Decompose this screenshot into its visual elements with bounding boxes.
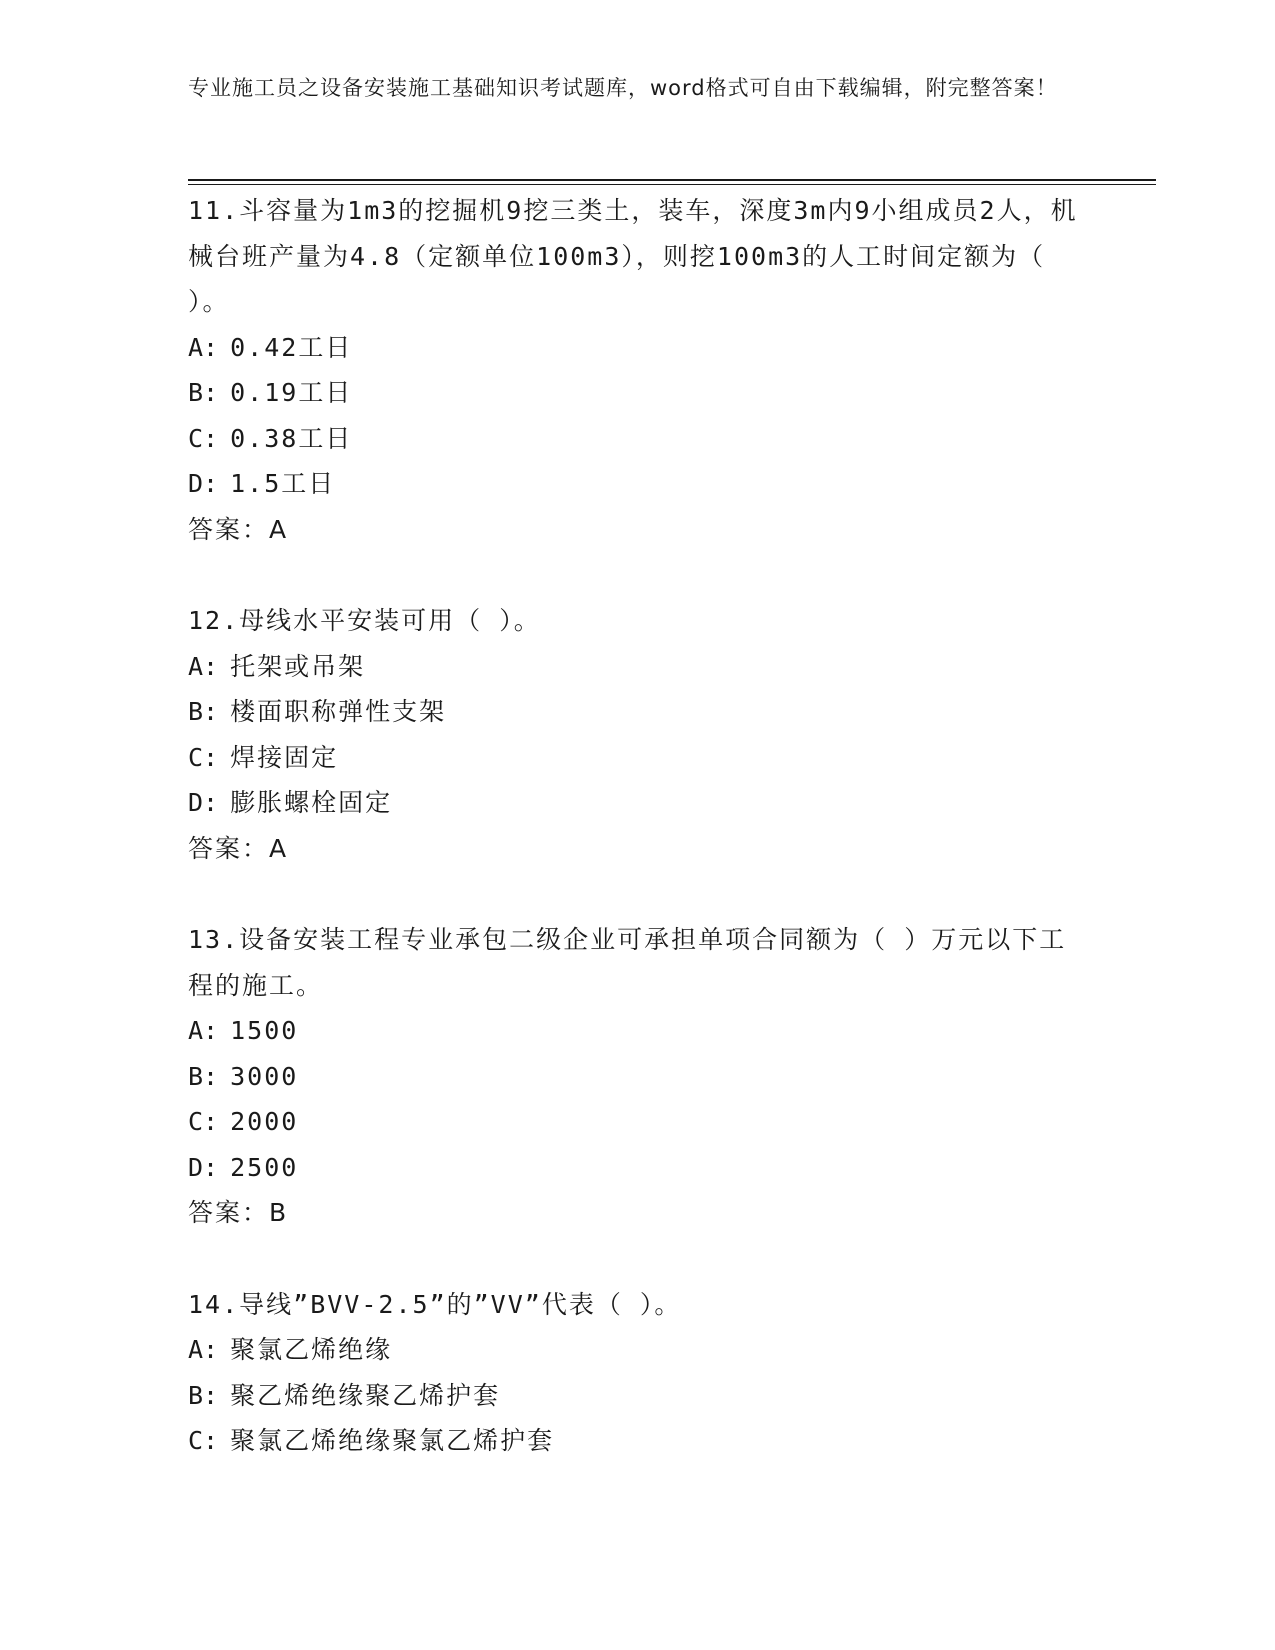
option-letter: A: xyxy=(188,1335,219,1364)
option-text: 聚氯乙烯绝缘 xyxy=(230,1335,393,1364)
question-stem: 11.斗容量为1m3的挖掘机9挖三类土，装车，深度3m内9小组成员2人，机械台班产量为4.8（定额单位100m3），则挖100m3的人工时间定额为（ ）。 xyxy=(188,196,1078,316)
answer-line: 答案：B xyxy=(188,1198,289,1227)
option-letter: B: xyxy=(188,1061,219,1091)
option-letter: B: xyxy=(188,697,219,726)
option-letter: B: xyxy=(188,378,219,407)
option-b xyxy=(188,370,1088,416)
option-letter: C: xyxy=(188,742,219,772)
question-14 xyxy=(188,1282,1088,1464)
option-d xyxy=(188,780,1088,826)
option-a xyxy=(188,1327,1088,1373)
option-letter: D: xyxy=(188,1152,219,1182)
option-letter: D: xyxy=(188,788,219,817)
option-letter: C: xyxy=(188,423,219,453)
option-c xyxy=(188,416,1088,462)
header-divider-thick xyxy=(188,179,1156,181)
option-text: 聚乙烯绝缘聚乙烯护套 xyxy=(230,1380,501,1410)
option-text: 楼面职称弹性支架 xyxy=(230,697,447,726)
option-c xyxy=(188,1099,1088,1145)
question-11 xyxy=(188,188,1088,552)
question-stem: 13.设备安装工程专业承包二级企业可承担单项合同额为（ ）万元以下工程的施工。 xyxy=(188,925,1067,1000)
option-text: 膨胀螺栓固定 xyxy=(230,788,393,817)
header-divider-thin xyxy=(188,184,1156,185)
option-letter: A: xyxy=(188,332,219,362)
option-text: 托架或吊架 xyxy=(230,651,366,681)
option-text: 0.19工日 xyxy=(230,378,353,407)
option-b xyxy=(188,689,1088,735)
option-b xyxy=(188,1373,1088,1419)
option-text: 2000 xyxy=(230,1107,299,1136)
option-letter: D: xyxy=(188,469,219,498)
option-letter: C: xyxy=(188,1426,219,1455)
option-text: 2500 xyxy=(230,1152,299,1182)
option-a xyxy=(188,644,1088,690)
answer-line: 答案：A xyxy=(188,833,289,863)
question-13 xyxy=(188,917,1088,1236)
option-c xyxy=(188,735,1088,781)
option-letter: C: xyxy=(188,1107,219,1136)
option-b xyxy=(188,1054,1088,1100)
option-text: 焊接固定 xyxy=(230,742,339,772)
question-12 xyxy=(188,598,1088,871)
question-stem: 12.母线水平安装可用（ ）。 xyxy=(188,606,541,635)
question-stem: 14.导线”BVV-2.5”的”VV”代表（ ）。 xyxy=(188,1289,682,1319)
option-text: 聚氯乙烯绝缘聚氯乙烯护套 xyxy=(230,1426,555,1455)
answer-line: 答案：A xyxy=(188,514,289,544)
document-header: 专业施工员之设备安装施工基础知识考试题库，word格式可自由下载编辑，附完整答案！ xyxy=(188,76,1058,100)
option-a xyxy=(188,325,1088,371)
option-text: 3000 xyxy=(230,1061,299,1091)
option-a xyxy=(188,1008,1088,1054)
option-letter: A: xyxy=(188,651,219,681)
option-d xyxy=(188,1145,1088,1191)
option-text: 1.5工日 xyxy=(230,469,336,498)
option-d xyxy=(188,461,1088,507)
option-text: 0.42工日 xyxy=(230,332,353,362)
option-text: 1500 xyxy=(230,1016,299,1045)
option-letter: A: xyxy=(188,1016,219,1045)
option-text: 0.38工日 xyxy=(230,423,353,453)
option-letter: B: xyxy=(188,1380,219,1410)
question-list xyxy=(188,188,1088,1464)
option-c xyxy=(188,1418,1088,1464)
